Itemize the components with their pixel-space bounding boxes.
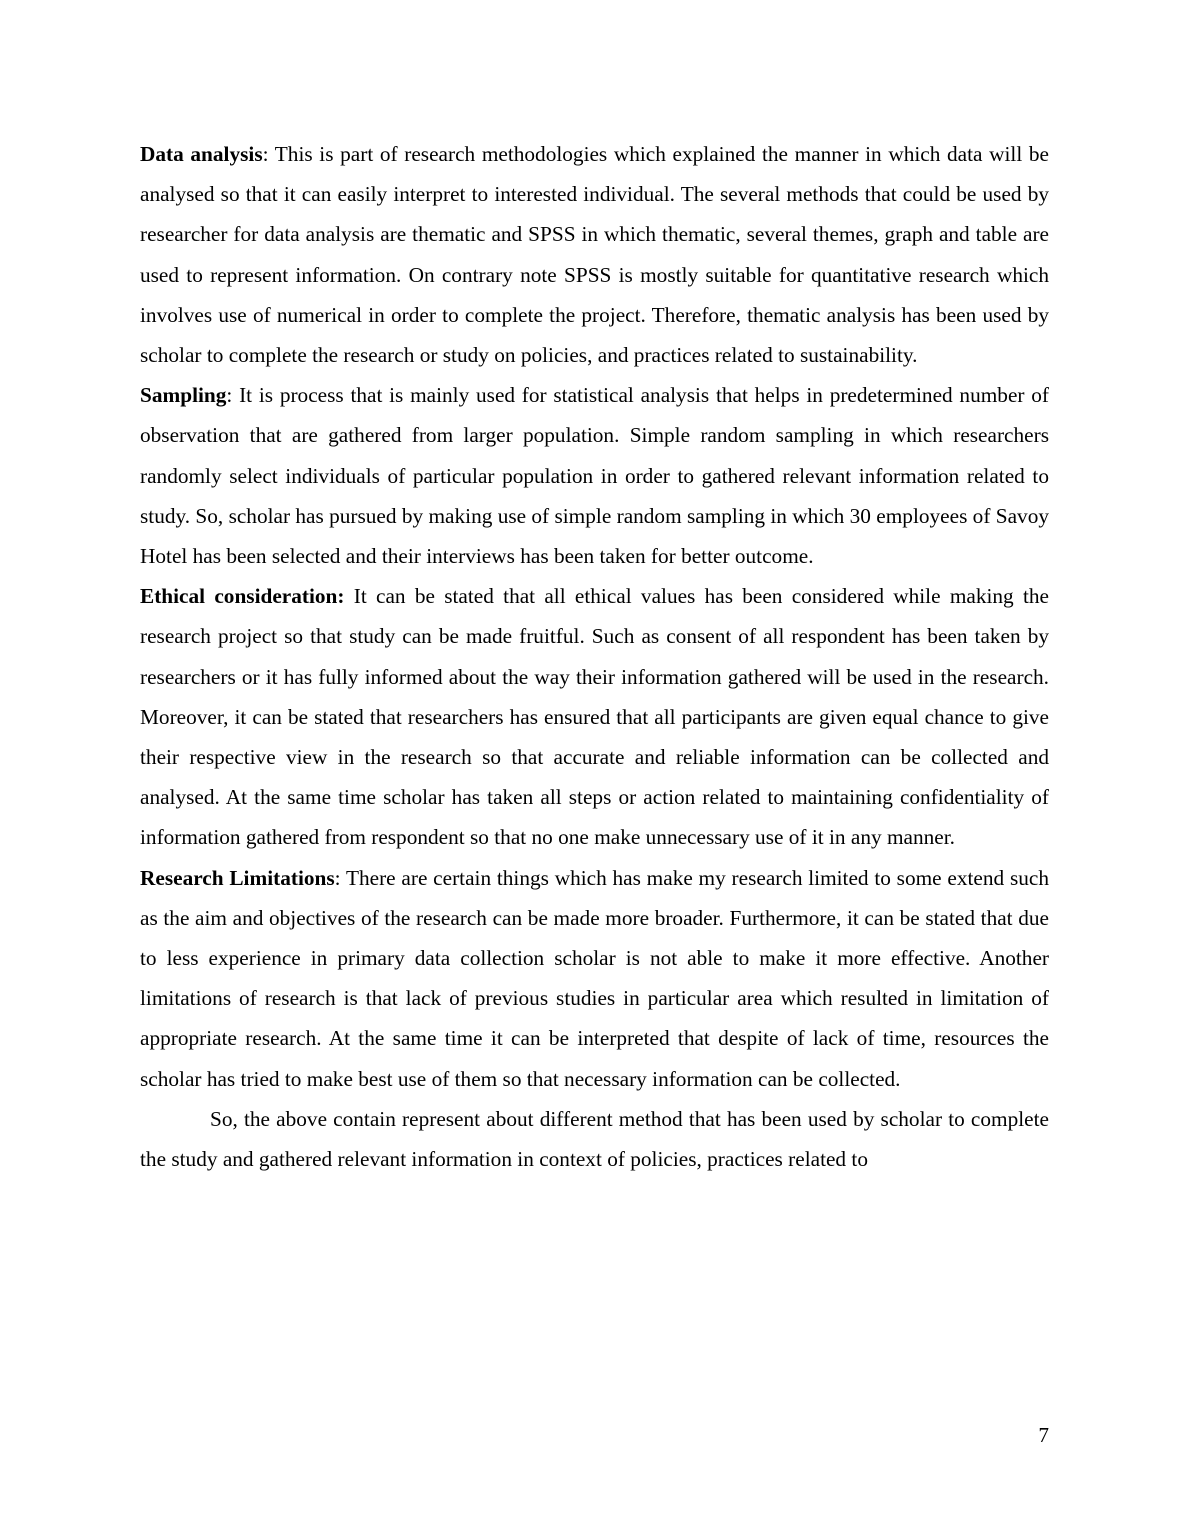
paragraph-heading: Research Limitations bbox=[140, 865, 335, 890]
paragraph-heading: Data analysis bbox=[140, 142, 263, 166]
paragraph-ethical-consideration bbox=[140, 576, 1049, 857]
paragraph-text: : It is process that is mainly used for statistical analysis that helps in predetermined number of observation that are gathered from larger population. Simple random sampling in which researchers randomly select individuals of particular population in order to gathered relevant information related to study. So, scholar has pursued by making use of simple random sampling in which 30 employees of Savoy Hotel has been selected and their interviews has been taken for better outcome. bbox=[140, 383, 1049, 569]
paragraph-text: It can be stated that all ethical values has been considered while making the research project so that study can be made fruitful. Such as consent of all respondent has been taken by researchers or it has fully informed about the way their information gathered will be used in the research. Moreover, it can be stated that researchers has ensured that all participants are given equal chance to give their respective view in the research so that accurate and reliable information can be collected and analysed. At the same time scholar has taken all steps or action related to maintaining confidentiality of information gathered from respondent so that no one make unnecessary use of it in any manner. bbox=[140, 584, 1049, 850]
paragraph-heading: Ethical consideration: bbox=[140, 584, 345, 609]
paragraph-data-analysis bbox=[140, 134, 1049, 375]
page-number: 7 bbox=[1038, 1423, 1049, 1447]
paragraph-heading: Sampling bbox=[140, 383, 227, 408]
paragraph-sampling bbox=[140, 375, 1049, 576]
paragraph-research-limitations bbox=[140, 858, 1049, 1099]
document-body bbox=[140, 134, 1049, 1179]
paragraph-text: : This is part of research methodologies which explained the manner in which data will be analysed so that it can easily interpret to interested individual. The several methods that could be used by researcher for data analysis are thematic and SPSS in which thematic, several themes, graph and table are used to represent information. On contrary note SPSS is mostly suitable for quantitative research which involves use of numerical in order to complete the project. Therefore, thematic analysis has been used by scholar to complete the research or study on policies, and practices related to sustainability. bbox=[140, 142, 1049, 368]
paragraph-closing: So, the above contain represent about different method that has been used by scholar to complete the study and gathered relevant information in context of policies, practices related to bbox=[140, 1106, 1049, 1172]
paragraph-text: : There are certain things which has make my research limited to some extend such as the aim and objectives of the research can be made more broader. Furthermore, it can be stated that due to less experience in primary data collection scholar is not able to make it more effective. Another limitations of research is that lack of previous studies in particular area which resulted in limitation of appropriate research. At the same time it can be interpreted that despite of lack of time, resources the scholar has tried to make best use of them so that necessary information can be collected. bbox=[140, 865, 1049, 1091]
